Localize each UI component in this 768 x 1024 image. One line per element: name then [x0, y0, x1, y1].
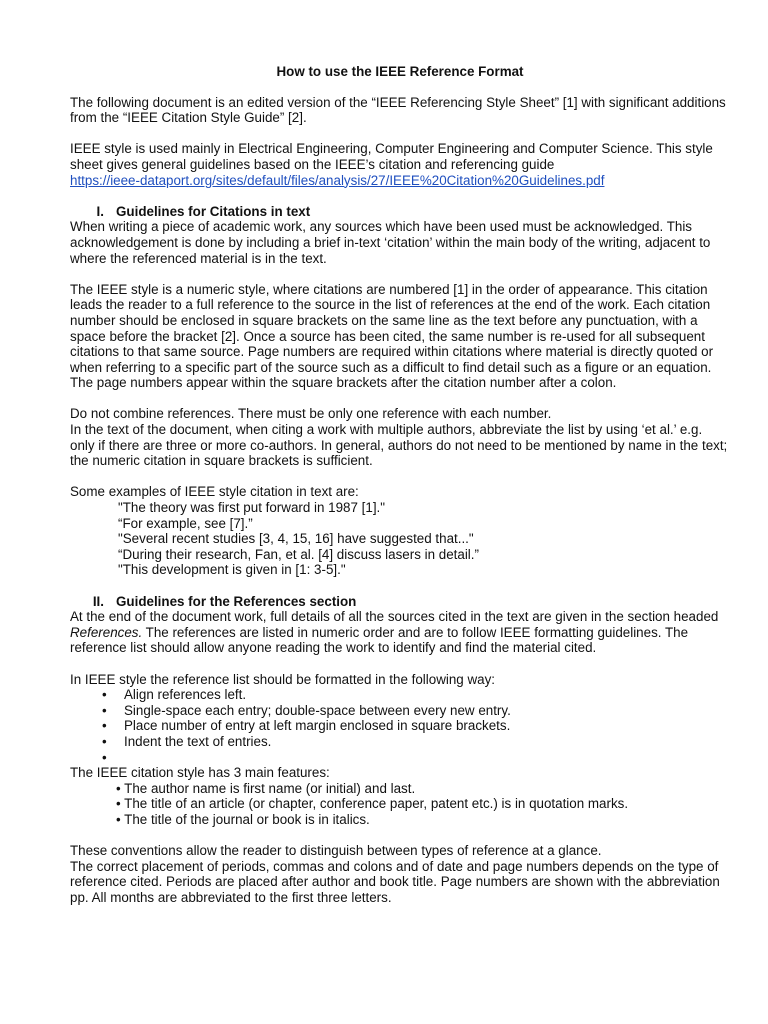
intro-paragraph-2	[70, 141, 730, 188]
section-1-number: I.	[96, 203, 104, 219]
section-1-paragraph-3a: Do not combine references. There must be only one reference with each number.	[70, 406, 552, 422]
document-body	[70, 64, 730, 905]
feature-item: • The title of an article (or chapter, conference paper, patent etc.) is in quotation marks.	[116, 796, 629, 812]
references-italic-term: References.	[70, 624, 143, 640]
example-item: “For example, see [7].”	[118, 515, 253, 531]
list-item: • Place number of entry at left margin enclosed in square brackets.	[70, 718, 730, 734]
section-2-paragraph-3b: The correct placement of periods, commas and colons and of date and page numbers depends on the type of reference cited. Periods are placed after author and book title. Page numbers are shown with the abbreviation pp. All months are abbreviated to the first three letters.	[70, 858, 720, 905]
feature-item: • The author name is first name (or initial) and last.	[116, 780, 416, 796]
section-2-number: II.	[92, 593, 104, 609]
feature-item: • The title of the journal or book is in italics.	[116, 811, 370, 827]
intro-paragraph-1: The following document is an edited version of the “IEEE Referencing Style Sheet” [1] with significant additions from the “IEEE Citation Style Guide” [2].	[70, 94, 726, 126]
section-2-paragraph-1-start: At the end of the document work, full details of all the sources cited in the text are given in the section headed	[70, 609, 719, 625]
list-item: • Align references left.	[70, 687, 730, 703]
example-item: "This development is given in [1: 3-5]."	[118, 562, 346, 578]
section-2-title: Guidelines for the References section	[116, 593, 357, 609]
page-title: How to use the IEEE Reference Format	[276, 64, 524, 79]
format-bullet-list	[70, 687, 730, 765]
section-2-paragraph-1-end: The references are listed in numeric order and are to follow IEEE formatting guidelines. The reference list should allow anyone reading the work to identify and find the material cited.	[70, 624, 689, 656]
list-item: • Single-space each entry; double-space between every new entry.	[70, 703, 730, 719]
citation-guide-link[interactable]: https://ieee-dataport.org/sites/default/files/analysis/27/IEEE%20Citation%20Guidelines.pdf	[70, 172, 605, 188]
section-1-paragraph-3b: In the text of the document, when citing a work with multiple authors, abbreviate the list by using ‘et al.’ e.g. only if there are three or more co-authors. In general, authors do not need to be mentioned by name in the text; the numeric citation in square brackets is sufficient.	[70, 422, 728, 469]
section-2-heading	[70, 594, 730, 610]
features-intro: The IEEE citation style has 3 main features:	[70, 765, 330, 781]
example-item: “During their research, Fan, et al. [4] discuss lasers in detail.”	[118, 546, 479, 562]
section-1-title: Guidelines for Citations in text	[116, 203, 311, 219]
section-2-paragraph-1	[70, 609, 730, 656]
examples-intro: Some examples of IEEE style citation in text are:	[70, 484, 359, 500]
section-2-paragraph-3a: These conventions allow the reader to distinguish between types of reference at a glance.	[70, 843, 602, 859]
example-item: "The theory was first put forward in 1987 [1]."	[118, 500, 386, 516]
section-1-paragraph-2: The IEEE style is a numeric style, where citations are numbered [1] in the order of appearance. This citation leads the reader to a full reference to the source in the list of references at the end of the work. Each citation number should be enclosed in square brackets on the same line as the text before any punctuation, with a space before the bracket [2]. Once a source has been cited, the same number is re-used for all subsequent citations to that same source. Page numbers are required within citations where material is directly quoted or when referring to a specific part of the source such as a difficult to find detail such as a figure or an equation. The page numbers appear within the square brackets after the citation number after a colon.	[70, 281, 714, 391]
intro-paragraph-2-text: IEEE style is used mainly in Electrical Engineering, Computer Engineering and Computer Science. This style sheet gives general guidelines based on the IEEE’s citation and referencing guide	[70, 141, 713, 172]
section-1-heading	[70, 204, 730, 220]
list-intro: In IEEE style the reference list should be formatted in the following way:	[70, 671, 496, 687]
section-1-paragraph-1: When writing a piece of academic work, any sources which have been used must be acknowledged. This acknowledgement is done by including a brief in-text ‘citation’ within the main body of the writing, adjacent to where the referenced material is in the text.	[70, 219, 711, 266]
example-item: "Several recent studies [3, 4, 15, 16] have suggested that..."	[118, 531, 474, 547]
list-item: • Indent the text of entries.	[70, 734, 730, 750]
list-item	[70, 750, 730, 766]
